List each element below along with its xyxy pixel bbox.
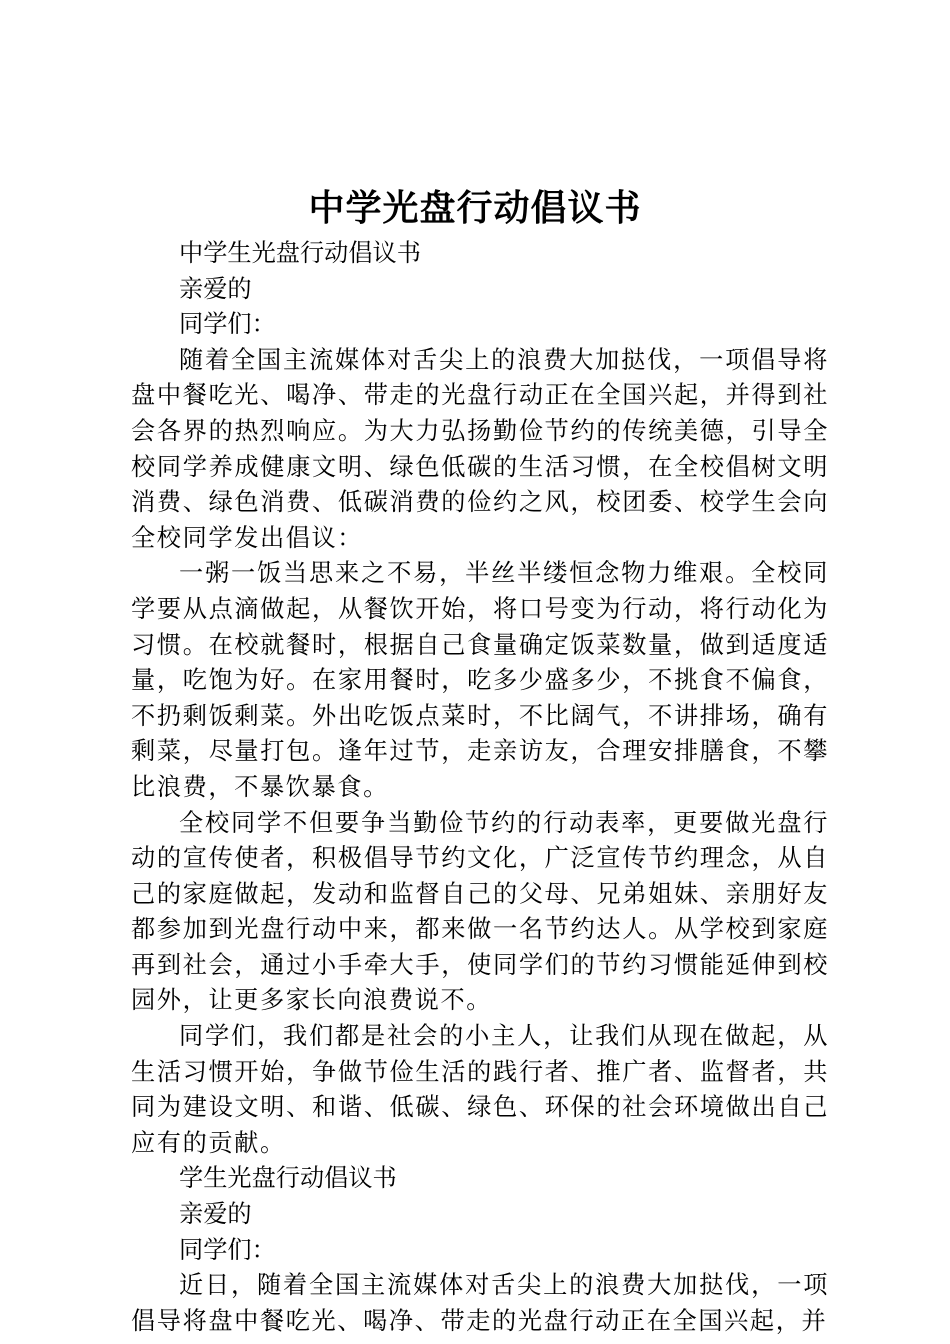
salutation-line: 亲爱的 <box>179 1200 252 1229</box>
subtitle-line: 中学生光盘行动倡议书 <box>179 239 421 267</box>
subtitle-line: 学生光盘行动倡议书 <box>179 1164 397 1193</box>
salutation-line: 亲爱的 <box>179 274 252 303</box>
body-paragraph: 一粥一饭当思来之不易，半丝半缕恒念物力维艰。全校同学要从点滴做起，从餐饮开始，将口号变为行动，将行动化为习惯。在校就餐时，根据自己食量确定饭菜数量，做到适度适量，吃饱为好。在家用餐时，吃多少盛多少，不挑食不偏食，不扔剩饭剩菜。外出吃饭点菜时，不比阔气，不讲排场，确有剩菜，尽量打包。逢年过节，走亲访友，合理安排膳食，不攀比浪费，不暴饮暴食。 <box>131 559 829 801</box>
body-paragraph: 同学们，我们都是社会的小主人，让我们从现在做起，从生活习惯开始，争做节俭生活的践行者、推广者、监督者，共同为建设文明、和谐、低碳、绿色、环保的社会环境做出自己应有的贡献。 <box>131 1022 829 1157</box>
document-body <box>131 236 829 1339</box>
document-title: 中学光盘行动倡议书 <box>308 188 642 229</box>
salutation-line: 同学们： <box>179 310 276 339</box>
body-paragraph: 随着全国主流媒体对舌尖上的浪费大加挞伐，一项倡导将盘中餐吃光、喝净、带走的光盘行动正在全国兴起，并得到社会各界的热烈响应。为大力弘扬勤俭节约的传统美德，引导全校同学养成健康文明、绿色低碳的生活习惯，在全校倡树文明消费、绿色消费、低碳消费的俭约之风，校团委、校学生会向全校同学发出倡议： <box>131 345 829 552</box>
salutation-line: 同学们： <box>179 1235 276 1264</box>
body-paragraph: 近日，随着全国主流媒体对舌尖上的浪费大加挞伐，一项倡导将盘中餐吃光、喝净、带走的光盘行动正在全国兴起，并 <box>131 1271 829 1335</box>
body-paragraph: 全校同学不但要争当勤俭节约的行动表率，更要做光盘行动的宣传使者，积极倡导节约文化，广泛宣传节约理念，从自己的家庭做起，发动和监督自己的父母、兄弟姐妹、亲朋好友都参加到光盘行动中来，都来做一名节约达人。从学校到家庭再到社会，通过小手牵大手，使同学们的节约习惯能延伸到校园外，让更多家长向浪费说不。 <box>131 808 829 1015</box>
